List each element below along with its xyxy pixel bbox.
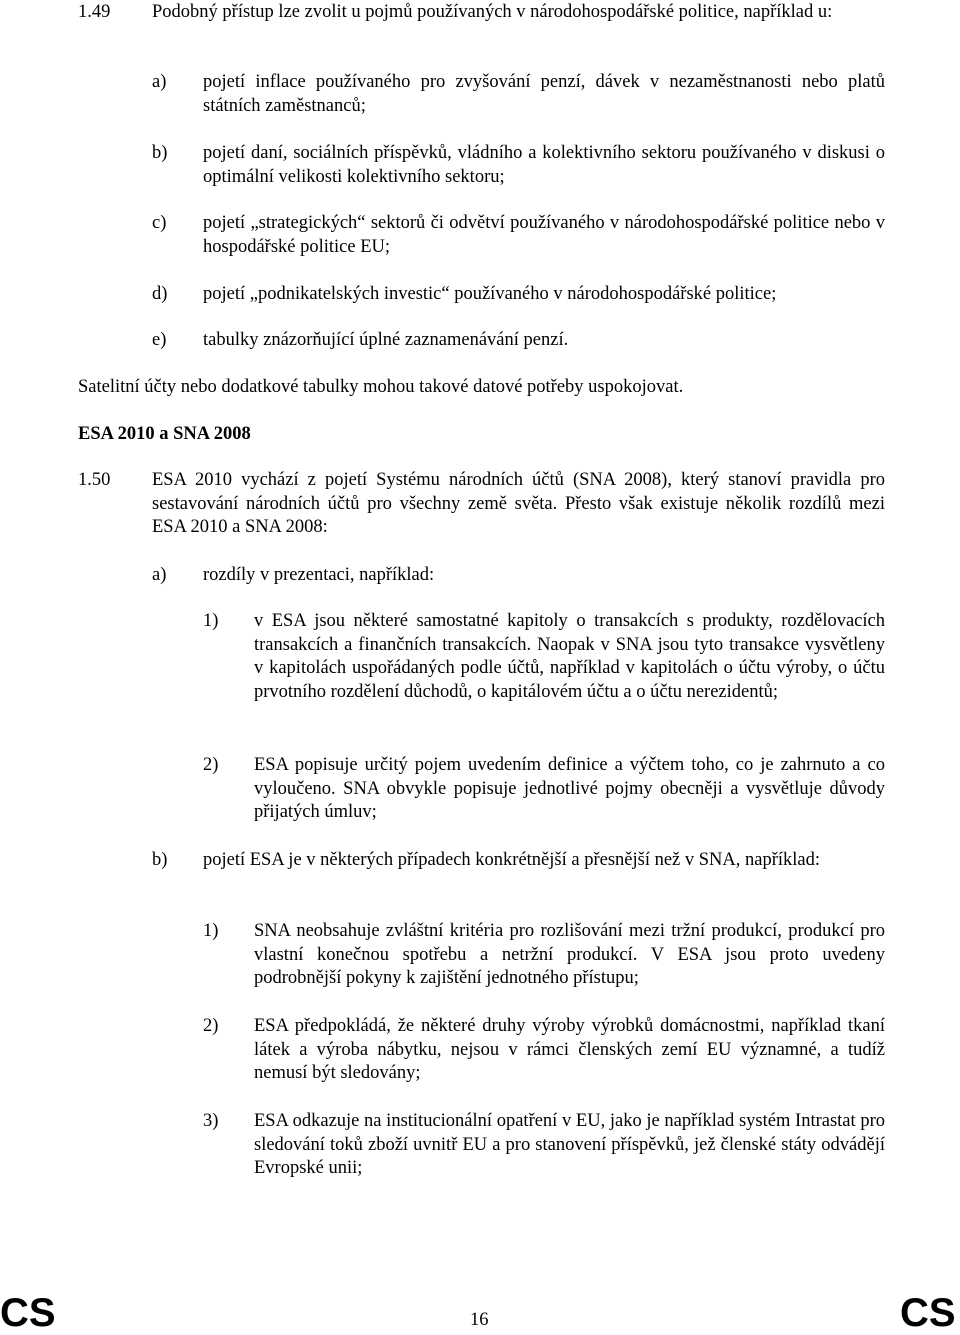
- section-149-text: Podobný přístup lze zvolit u pojmů používaných v národohospodářské politice, například u:: [152, 2, 833, 22]
- sublist-item-b2: ESA předpokládá, že některé druhy výroby výrobků domácnostmi, například tkaní látek a výroba nábytku, nejsou v rámci členských zemí EU významné, a tudíž nemusí být sledovány;: [254, 1016, 885, 1083]
- list-label-d: d): [152, 284, 168, 304]
- list-label-150b: b): [152, 850, 168, 870]
- sublist-label-b2: 2): [203, 1016, 219, 1036]
- sublist-item-a1: v ESA jsou některé samostatné kapitoly o transakcích s produkty, rozdělovacích transakcích a finančních transakcích. Naopak v SNA jsou tyto transakce vysvětleny v kapitolách uspořádaných podle účtů, například v kapitolách o účtu výroby, o účtu prvotního rozdělení důchodů, o kapitálovém účtu a o účtu nerezidentů;: [254, 611, 885, 702]
- footer-language-left: CS: [0, 1291, 56, 1335]
- section-number-149: 1.49: [78, 2, 111, 22]
- list-item-b: pojetí daní, sociálních příspěvků, vládního a kolektivního sektoru používaného v diskusi o optimální velikosti kolektivního sektoru;: [203, 143, 885, 187]
- sublist-label-a2: 2): [203, 755, 219, 775]
- list-item-d: pojetí „podnikatelských investic“ používaného v národohospodářské politice;: [203, 284, 777, 304]
- list-item-150a: rozdíly v prezentaci, například:: [203, 565, 435, 585]
- sublist-label-b1: 1): [203, 921, 219, 941]
- list-item-c: pojetí „strategických“ sektorů či odvětví používaného v národohospodářské politice nebo v hospodářské politice EU;: [203, 213, 885, 257]
- page-number: 16: [470, 1310, 489, 1330]
- sublist-label-a1: 1): [203, 611, 219, 631]
- footer-language-right: CS: [900, 1291, 956, 1335]
- sublist-item-b1: SNA neobsahuje zvláštní kritéria pro rozlišování mezi tržní produkcí, produkcí pro vlastní konečnou spotřebu a netržní produkcí. V ESA jsou proto uvedeny podrobnější pokyny k zajištění jednotného přístupu;: [254, 921, 885, 988]
- section-number-150: 1.50: [78, 470, 111, 490]
- list-label-e: e): [152, 330, 167, 350]
- section-heading: ESA 2010 a SNA 2008: [78, 424, 251, 444]
- list-label-c: c): [152, 213, 167, 233]
- sublist-item-b3: ESA odkazuje na institucionální opatření v EU, jako je například systém Intrastat pro sledování toků zboží uvnitř EU a pro stanovení příspěvků, jež členské státy odvádějí Evropské unii;: [254, 1111, 885, 1178]
- list-label-150a: a): [152, 565, 167, 585]
- sublist-item-a2: ESA popisuje určitý pojem uvedením definice a výčtem toho, co je zahrnuto a co vyloučeno. SNA obvykle popisuje jednotlivé pojmy obecněji a vysvětluje důvody přijatých úmluv;: [254, 755, 885, 822]
- list-item-e: tabulky znázorňující úplné zaznamenávání penzí.: [203, 330, 569, 350]
- list-label-b: b): [152, 143, 168, 163]
- list-item-a: pojetí inflace používaného pro zvyšování penzí, dávek v nezaměstnanosti nebo platů státních zaměstnanců;: [203, 72, 885, 116]
- list-label-a: a): [152, 72, 167, 92]
- section-150-text: ESA 2010 vychází z pojetí Systému národních účtů (SNA 2008), který stanoví pravidla pro sestavování národních účtů pro všechny země světa. Přesto však existuje několik rozdílů mezi ESA 2010 a SNA 2008:: [152, 470, 885, 537]
- sublist-label-b3: 3): [203, 1111, 219, 1131]
- list-item-150b: pojetí ESA je v některých případech konkrétnější a přesnější než v SNA, například:: [203, 850, 821, 870]
- satellite-paragraph: Satelitní účty nebo dodatkové tabulky mohou takové datové potřeby uspokojovat.: [78, 377, 684, 397]
